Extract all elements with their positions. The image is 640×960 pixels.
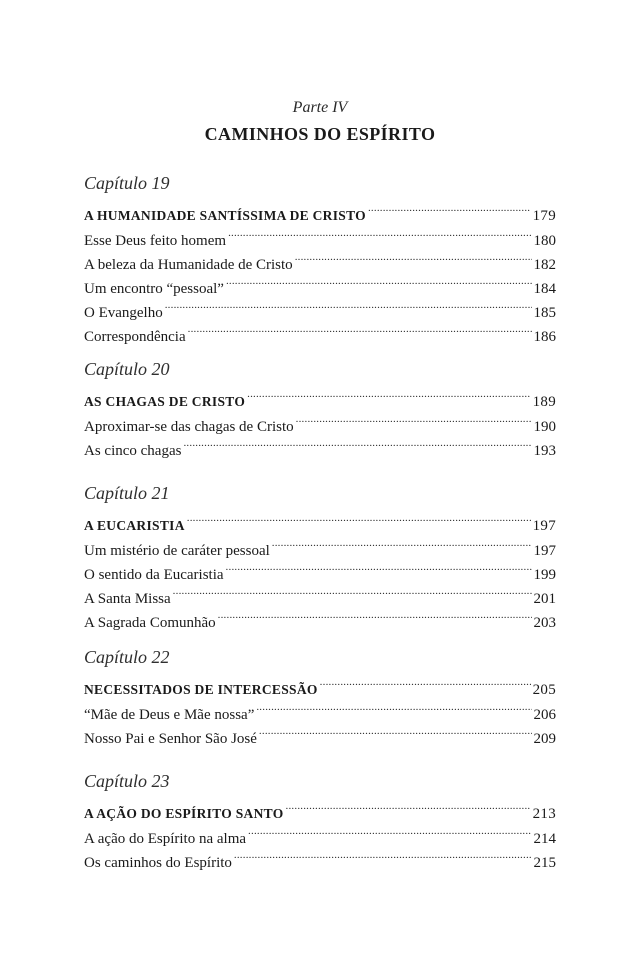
page-number: 182: [533, 257, 556, 273]
entry-title: As cinco chagas: [84, 443, 182, 459]
chapter-heading-title: A EUCARISTIA: [84, 518, 185, 533]
chapter-heading-entry[interactable]: [84, 382, 556, 410]
page-number: 199: [533, 567, 556, 583]
chapter-23: [84, 770, 556, 871]
dot-leader: [183, 431, 531, 455]
page-number: 180: [533, 233, 556, 249]
entry-title: Um mistério de caráter pessoal: [84, 543, 270, 559]
entry-title: O Evangelho: [84, 305, 163, 321]
chapter-heading-title: NECESSITADOS DE INTERCESSÃO: [84, 682, 318, 697]
chapter-heading-title: A AÇÃO DO ESPÍRITO SANTO: [84, 806, 284, 821]
dot-leader: [165, 293, 532, 317]
part-header: [84, 98, 556, 146]
dot-leader: [259, 719, 532, 743]
chapter-heading-entry[interactable]: [84, 794, 556, 822]
entry-title: “Mãe de Deus e Mãe nossa”: [84, 707, 255, 723]
page-number: 209: [533, 731, 556, 747]
entry-title: Correspondência: [84, 329, 186, 345]
dot-leader: [296, 407, 532, 431]
page-number: 185: [533, 305, 556, 321]
chapter-label: Capítulo 22: [84, 647, 170, 667]
dot-leader: [248, 819, 531, 843]
chapter-22: [84, 646, 556, 747]
page-number: 214: [533, 831, 556, 847]
entry-title: A ação do Espírito na alma: [84, 831, 247, 847]
chapter-label: Capítulo 23: [84, 771, 170, 791]
page-number: 205: [532, 682, 556, 698]
page-number: 190: [533, 419, 556, 435]
part-title: CAMINHOS DO ESPÍRITO: [204, 124, 436, 144]
entry-title: A Santa Missa: [84, 591, 171, 607]
page-number: 203: [533, 615, 556, 631]
dot-leader: [272, 531, 532, 555]
dot-leader: [286, 794, 531, 818]
entry-title: Aproximar-se das chagas de Cristo: [84, 419, 294, 435]
entry-title: O sentido da Eucaristia: [84, 567, 224, 583]
chapter-heading-entry[interactable]: [84, 670, 556, 698]
dot-leader: [218, 603, 532, 627]
page-number: 184: [533, 281, 556, 297]
page-number: 197: [533, 543, 556, 559]
dot-leader: [295, 245, 532, 269]
dot-leader: [188, 317, 532, 341]
page-number: 206: [533, 707, 556, 723]
chapter-heading-title: AS CHAGAS DE CRISTO: [84, 394, 246, 409]
dot-leader: [256, 695, 531, 719]
dot-leader: [226, 269, 532, 293]
part-label: Parte IV: [292, 99, 348, 116]
chapter-heading-title: A HUMANIDADE SANTÍSSIMA DE CRISTO: [84, 208, 366, 223]
chapter-heading-entry[interactable]: [84, 196, 556, 224]
chapter-20: [84, 358, 556, 459]
page-number: 186: [533, 329, 556, 345]
dot-leader: [368, 196, 531, 220]
entry-title: A beleza da Humanidade de Cristo: [84, 257, 293, 273]
entry-title: Nosso Pai e Senhor São José: [84, 731, 257, 747]
chapter-21: [84, 482, 556, 631]
chapter-label: Capítulo 21: [84, 483, 170, 503]
entry-title: Um encontro “pessoal”: [84, 281, 224, 297]
page-number: 179: [532, 208, 556, 224]
page-number: 215: [533, 855, 556, 871]
chapter-19: [84, 172, 556, 345]
dot-leader: [187, 506, 531, 530]
dot-leader: [247, 382, 530, 406]
page-number: 213: [532, 806, 556, 822]
chapter-heading-entry[interactable]: [84, 506, 556, 534]
dot-leader: [226, 555, 532, 579]
dot-leader: [173, 579, 532, 603]
chapter-label: Capítulo 19: [84, 173, 170, 193]
page-number: 197: [532, 518, 556, 534]
dot-leader: [228, 221, 531, 245]
page-number: 193: [533, 443, 556, 459]
toc-page: [84, 96, 556, 871]
entry-title: Os caminhos do Espírito: [84, 855, 232, 871]
entry-title: A Sagrada Comunhão: [84, 615, 216, 631]
page-number: 201: [533, 591, 556, 607]
chapter-label: Capítulo 20: [84, 359, 170, 379]
page-number: 189: [532, 394, 556, 410]
entry-title: Esse Deus feito homem: [84, 233, 227, 249]
dot-leader: [234, 843, 532, 867]
dot-leader: [320, 670, 531, 694]
